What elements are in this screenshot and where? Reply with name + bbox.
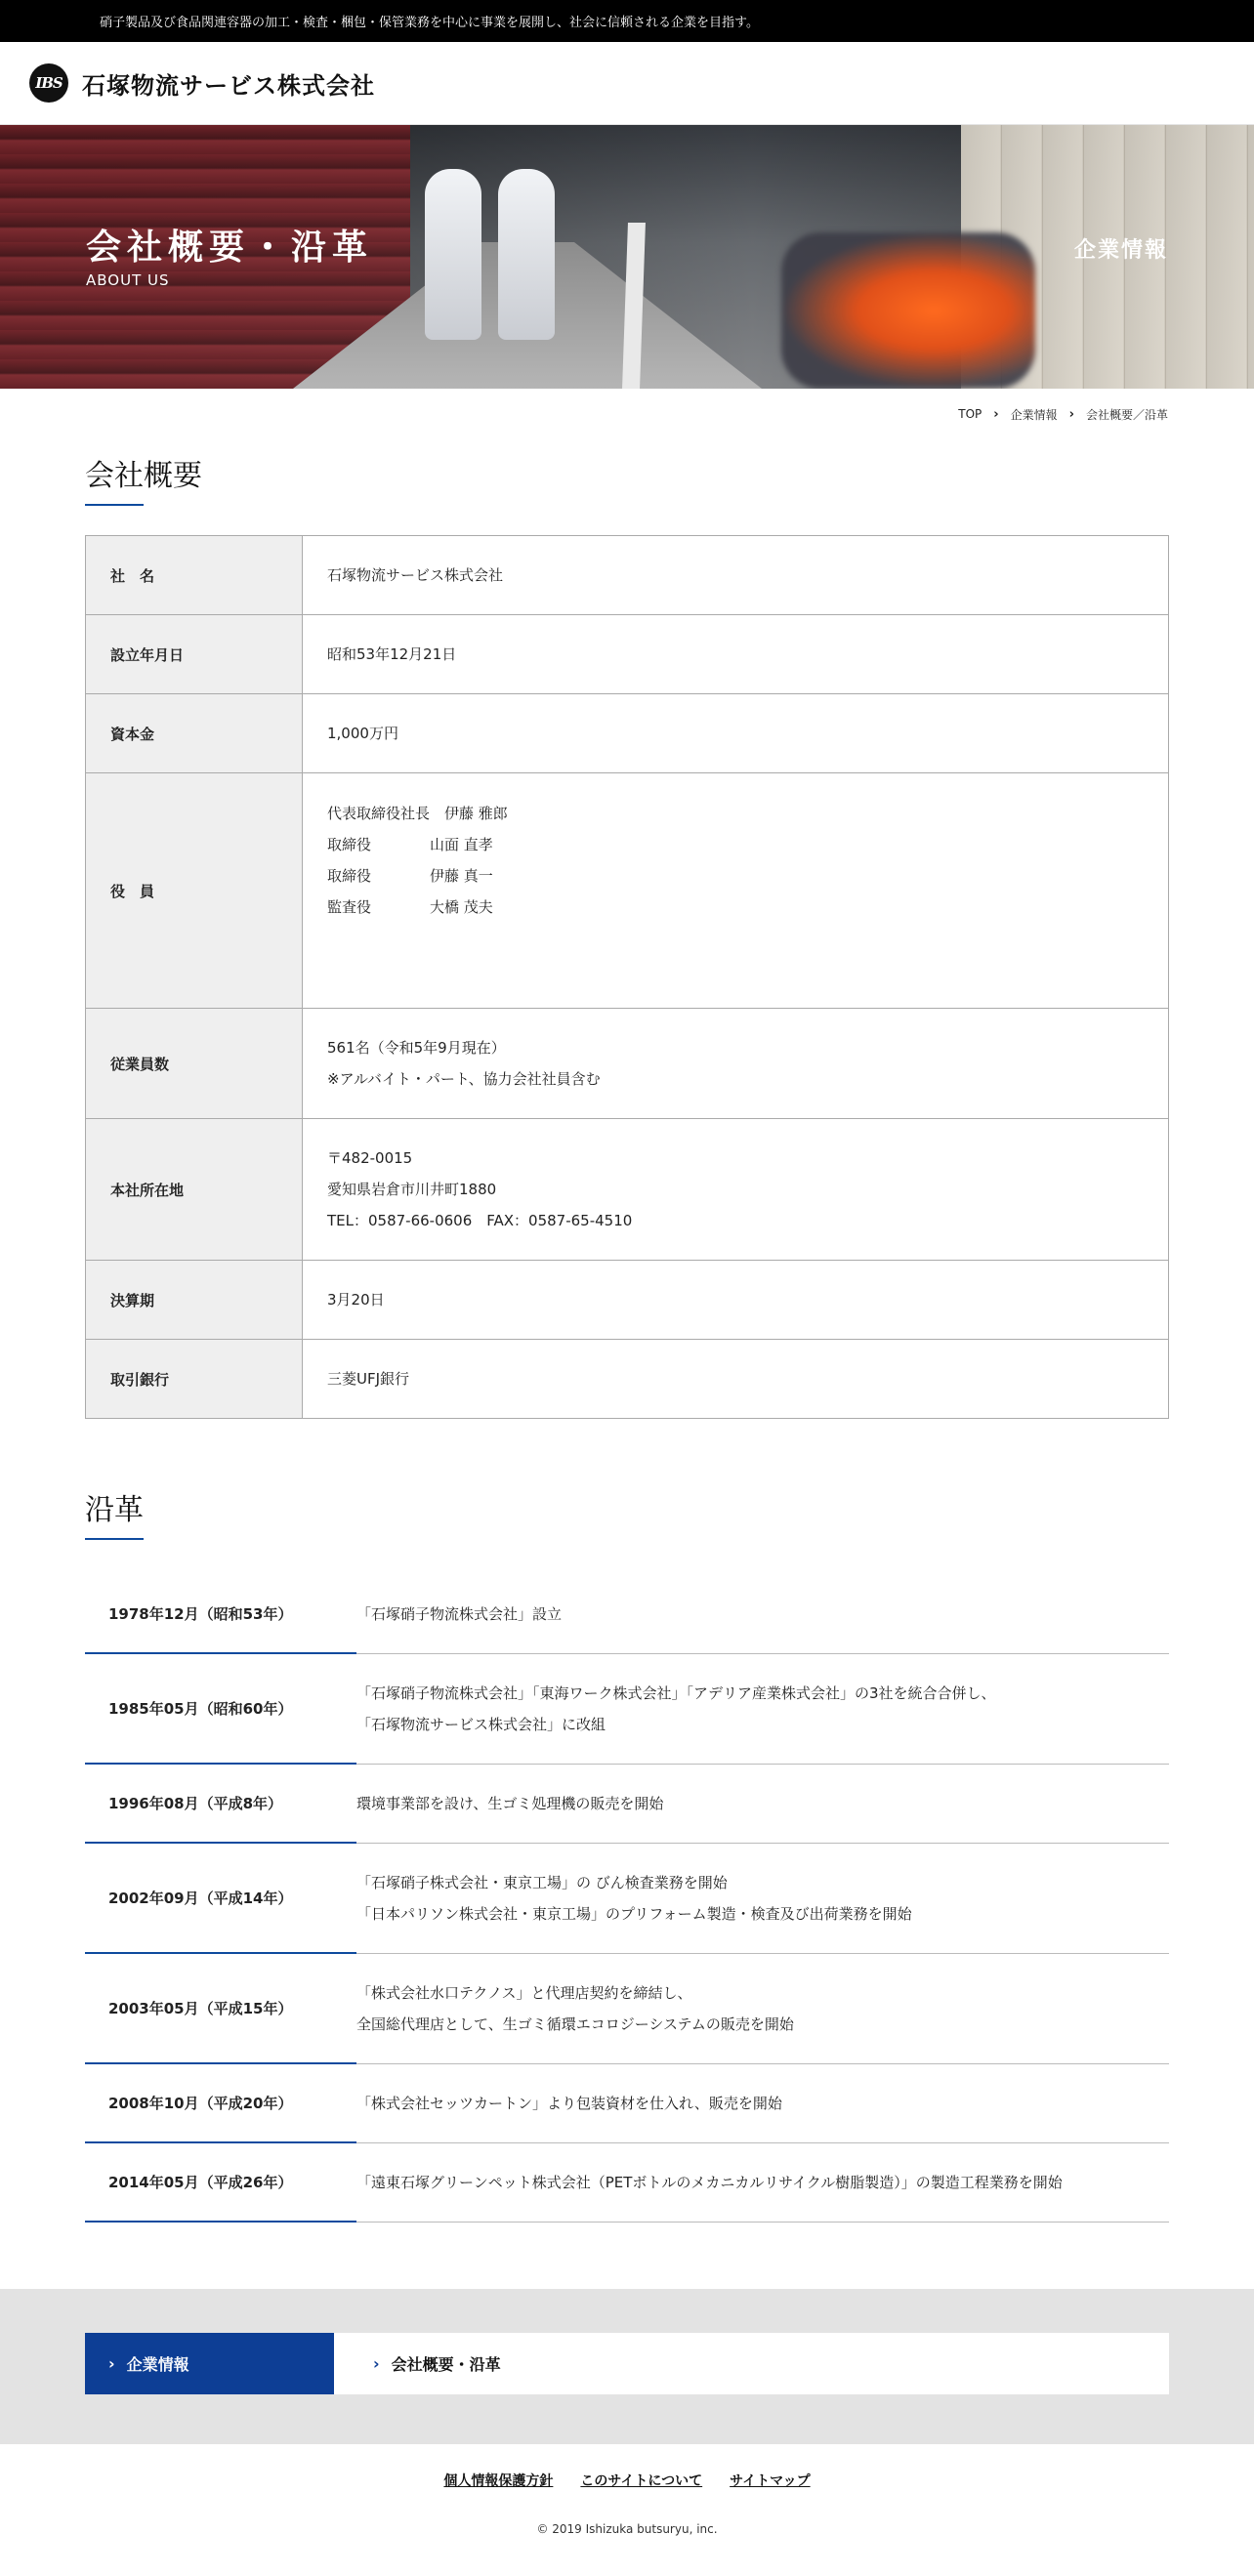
- history-description: 「株式会社水口テクノス」と代理店契約を締結し、 全国総代理店として、生ゴミ循環エコロジーシステムの販売を開始: [356, 1984, 794, 2033]
- chevron-right-icon: ›: [993, 406, 999, 422]
- history-description: 「遠東石塚グリーンペット株式会社（PETボトルのメカニカルリサイクル樹脂製造）」の製造工程業務を開始: [356, 2174, 1063, 2191]
- site-header: [0, 42, 1254, 125]
- profile-heading: 会社概要: [85, 451, 202, 506]
- history-date: 2003年05月（平成15年）: [85, 1954, 356, 2064]
- hero-worker-image: [498, 169, 555, 340]
- history-description: 「石塚硝子物流株式会社」「東海ワーク株式会社」「アデリア産業株式会社」の3社を統合合併し、 「石塚物流サービス株式会社」に改組: [356, 1684, 996, 1733]
- row-label: 資本金: [86, 694, 303, 773]
- footer-link-about-site[interactable]: このサイトについて: [580, 2473, 703, 2489]
- footer-links: [0, 2471, 1254, 2490]
- category-nav-label: 企業情報: [126, 2355, 189, 2374]
- hero-banner: [0, 125, 1254, 389]
- table-row: [86, 536, 1169, 615]
- history-date: 2008年10月（平成20年）: [85, 2064, 356, 2143]
- table-row: [86, 1009, 1169, 1119]
- row-value: 〒482-0015 愛知県岩倉市川井町1880 TEL：0587-66-0606 FAX：0587-65-4510: [303, 1119, 1169, 1261]
- history-description: 環境事業部を設け、生ゴミ処理機の販売を開始: [356, 1795, 664, 1812]
- list-item: [85, 1844, 1169, 1954]
- row-label: 本社所在地: [86, 1119, 303, 1261]
- chevron-right-icon: ›: [373, 2354, 380, 2373]
- tagline: 硝子製品及び食品関連容器の加工・検査・梱包・保管業務を中心に事業を展開し、社会に信頼される企業を目指す。: [100, 16, 759, 30]
- row-label: 設立年月日: [86, 615, 303, 694]
- chevron-right-icon: ›: [1068, 406, 1074, 422]
- copyright: © 2019 Ishizuka butsuryu, inc.: [536, 2522, 718, 2536]
- row-value: 代表取締役社長 伊藤 雅郎 取締役 山面 直孝 取締役 伊藤 真一 監査役 大橋 茂夫: [303, 773, 1169, 1009]
- chevron-right-icon: ›: [108, 2354, 115, 2373]
- breadcrumb-link-top[interactable]: TOP: [958, 407, 982, 421]
- row-label: 役 員: [86, 773, 303, 1009]
- breadcrumb-link-corporate[interactable]: 企業情報: [1010, 407, 1058, 422]
- history-list: [85, 1575, 1169, 2223]
- row-value: 1,000万円: [303, 694, 1169, 773]
- company-profile-section: [0, 426, 1254, 2223]
- breadcrumb: [0, 389, 1254, 426]
- row-value: 3月20日: [303, 1261, 1169, 1340]
- list-item: [85, 1765, 1169, 1844]
- breadcrumb-current: 会社概要／沿革: [1085, 407, 1168, 422]
- hero-category-label: 企業情報: [1073, 238, 1168, 263]
- footer-link-sitemap[interactable]: サイトマップ: [730, 2473, 811, 2489]
- table-row: [86, 1261, 1169, 1340]
- category-nav-label: 会社概要・沿革: [391, 2355, 501, 2374]
- history-date: 2014年05月（平成26年）: [85, 2143, 356, 2223]
- company-name-logo[interactable]: 石塚物流サービス株式会社: [82, 71, 375, 100]
- history-date: 1985年05月（昭和60年）: [85, 1654, 356, 1765]
- table-row: [86, 1119, 1169, 1261]
- history-date: 1996年08月（平成8年）: [85, 1765, 356, 1844]
- category-nav-corporate[interactable]: [85, 2333, 334, 2394]
- table-row: [86, 1340, 1169, 1419]
- category-nav-current[interactable]: [334, 2333, 1169, 2394]
- table-row: [86, 773, 1169, 1009]
- hero-worker-image: [425, 169, 481, 340]
- list-item: [85, 1654, 1169, 1765]
- company-logo-icon[interactable]: IBS: [29, 63, 68, 103]
- row-label: 従業員数: [86, 1009, 303, 1119]
- row-value: 三菱UFJ銀行: [303, 1340, 1169, 1419]
- list-item: [85, 1575, 1169, 1654]
- footer-link-privacy[interactable]: 個人情報保護方針: [443, 2473, 554, 2489]
- company-profile-table: [85, 535, 1169, 1419]
- list-item: [85, 2064, 1169, 2143]
- top-bar: [0, 0, 1254, 42]
- category-nav-bar: [85, 2333, 1169, 2394]
- page-subtitle: ABOUT US: [86, 271, 170, 289]
- history-description: 「石塚硝子株式会社・東京工場」の びん検査業務を開始 「日本パリソン株式会社・東京工場」のプリフォーム製造・検査及び出荷業務を開始: [356, 1874, 912, 1923]
- history-date: 2002年09月（平成14年）: [85, 1844, 356, 1954]
- history-description: 「石塚硝子物流株式会社」設立: [356, 1605, 563, 1623]
- row-label: 社 名: [86, 536, 303, 615]
- history-heading: 沿革: [85, 1485, 144, 1540]
- row-label: 決算期: [86, 1261, 303, 1340]
- history-description: 「株式会社セッツカートン」より包装資材を仕入れ、販売を開始: [356, 2095, 782, 2112]
- table-row: [86, 615, 1169, 694]
- list-item: [85, 1954, 1169, 2064]
- hero-forklift-image: [781, 232, 1035, 389]
- footer-category-nav: [0, 2289, 1254, 2444]
- row-label: 取引銀行: [86, 1340, 303, 1419]
- row-value: 561名（令和5年9月現在） ※アルバイト・パート、協力会社社員含む: [303, 1009, 1169, 1119]
- row-value: 昭和53年12月21日: [303, 615, 1169, 694]
- row-value: 石塚物流サービス株式会社: [303, 536, 1169, 615]
- list-item: [85, 2143, 1169, 2223]
- page-title: 会社概要・沿革: [86, 228, 374, 268]
- history-date: 1978年12月（昭和53年）: [85, 1575, 356, 1654]
- table-row: [86, 694, 1169, 773]
